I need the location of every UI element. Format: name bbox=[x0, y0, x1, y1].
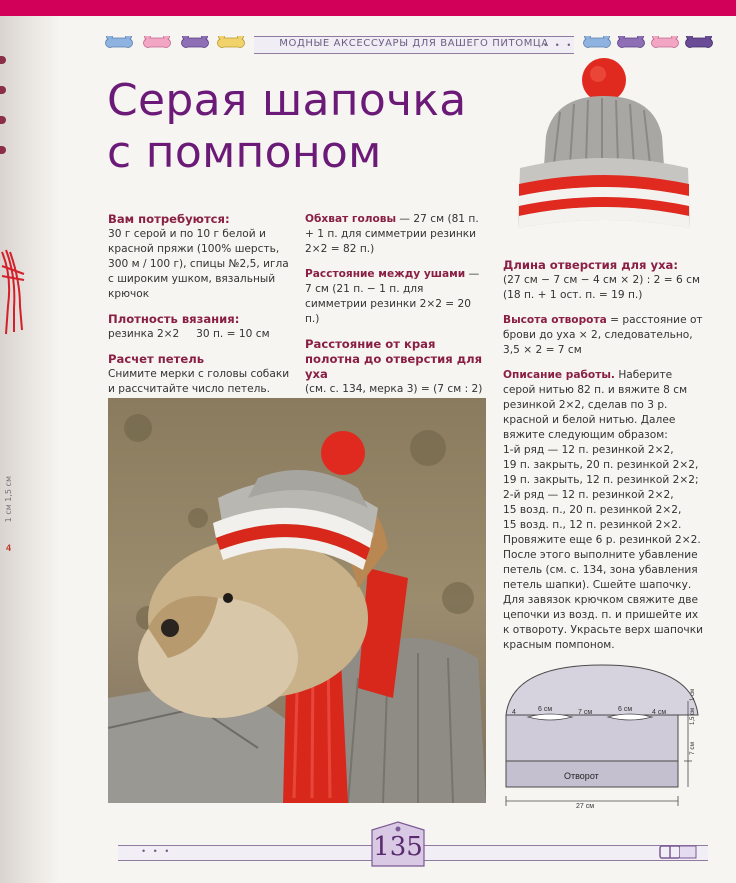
ears-label: Расстояние между ушами bbox=[305, 268, 466, 280]
diagram-label-ear1: 6 см bbox=[538, 706, 553, 713]
diagram-width-label: 27 см bbox=[576, 803, 595, 810]
diagram-label-left: 4 bbox=[512, 709, 516, 716]
row-line: 1-й ряд — 12 п. резинкой 2×2, bbox=[503, 444, 674, 456]
diagram-label-middle: 7 см bbox=[578, 709, 593, 716]
head-girth-text: (81 п. + 1 п. для симметрии резинки 2×2 = 82 п.) bbox=[305, 213, 479, 255]
ears-text: — 7 см (21 п. − 1 п. для симметрии резинки 2×2 = 20 п.) bbox=[305, 268, 480, 325]
density-heading: Плотность вязания: bbox=[108, 312, 240, 326]
margin-marker: 4 bbox=[6, 543, 12, 553]
title-line-1: Серая шапочка bbox=[107, 75, 467, 126]
work-text: Наберите серой нитью 82 п. и вяжите 8 см резинкой 2×2, сделав по 3 р. красной и белой нитью. Далее вяжите следующим образом: bbox=[503, 369, 688, 441]
bone-blue-icon bbox=[582, 36, 612, 50]
edge-text: (см. с. 134, мерка 3) = (7 см : 2) bbox=[305, 383, 483, 395]
column-instructions bbox=[503, 258, 703, 653]
bone-blue-icon bbox=[104, 36, 134, 50]
calc-text: Снимите мерки с головы собаки и рассчитайте число петель. bbox=[108, 368, 290, 395]
top-magenta-bar bbox=[0, 0, 736, 16]
bone-purple-icon bbox=[684, 36, 714, 50]
edge-ticks bbox=[0, 56, 8, 176]
bone-pink-icon bbox=[142, 36, 172, 50]
diagram-label-15cm: 1,5 см bbox=[690, 707, 696, 725]
diagram-label-7cm: 7 см bbox=[689, 741, 696, 755]
ear-length-label: Длина отверстия для уха: bbox=[503, 258, 679, 272]
bone-yellow-icon bbox=[216, 36, 246, 50]
section-title: МОДНЫЕ АКСЕССУАРЫ ДЛЯ ВАШЕГО ПИТОМЦА bbox=[279, 38, 549, 49]
yarn-tassel-icon bbox=[0, 246, 26, 336]
knitted-hat-photo bbox=[514, 56, 694, 232]
title-line-2: с помпоном bbox=[107, 127, 382, 178]
bone-pink-icon bbox=[650, 36, 680, 50]
dog-in-hat-photo bbox=[108, 398, 486, 803]
row-instructions bbox=[503, 443, 703, 533]
cuff-text: = расстояние от брови до уха × 2, следовательно, 3,5 × 2 = 7 см bbox=[503, 314, 703, 356]
page-footer bbox=[118, 820, 708, 878]
diagram-label-1cm: 1 см bbox=[690, 688, 696, 701]
bone-purple-icon bbox=[180, 36, 210, 50]
head-girth-value: — 27 см bbox=[396, 213, 445, 225]
page-number: 135 bbox=[373, 832, 423, 862]
row-line: 2-й ряд — 12 п. резинкой 2×2, bbox=[503, 489, 674, 501]
row-line: 19 п. закрыть, 20 п. резинкой 2×2, bbox=[503, 459, 699, 471]
section-header bbox=[104, 32, 716, 56]
diagram-cuff-label: Отворот bbox=[564, 771, 599, 781]
ear-length-text: (27 см − 7 см − 4 см × 2) : 2 = 6 см (18 п. + 1 ост. п. = 19 п.) bbox=[503, 274, 700, 301]
pattern-diagram bbox=[502, 655, 702, 810]
header-dots: • • • bbox=[544, 40, 574, 50]
edge-label: Расстояние от края полотна до отверстия для уха bbox=[305, 337, 483, 381]
footer-dots: • • • bbox=[142, 846, 172, 856]
column-materials bbox=[108, 212, 296, 407]
diagram-label-ear2: 6 см bbox=[618, 706, 633, 713]
row-line: 15 возд. п., 20 п. резинкой 2×2, bbox=[503, 504, 682, 516]
row-line: 19 п. закрыть, 12 п. резинкой 2×2; bbox=[503, 474, 699, 486]
bone-purple-icon bbox=[616, 36, 646, 50]
density-text: резинка 2×2 30 п. = 10 см bbox=[108, 328, 270, 340]
calc-heading: Расчет петель bbox=[108, 352, 205, 366]
collar-buckle-icon bbox=[658, 842, 698, 862]
work-label: Описание работы. bbox=[503, 369, 615, 381]
materials-text: 30 г серой и по 10 г белой и красной пряжи (100% шерсть, 300 м / 100 г), спицы №2,5, игла с широким ушком, вязальный крючок bbox=[108, 228, 289, 300]
finish-text: Провяжите еще 6 р. резинкой 2×2. После этого выполните убавление петель (см. с. 134, зона убавления петель шапки). Сшейте шапочку. Для завязок крючком свяжите две цепочки из возд. п. и пришейте их к отвороту. Украсьте верх шапочки красным помпоном. bbox=[503, 534, 703, 651]
materials-heading: Вам потребуются: bbox=[108, 212, 230, 226]
margin-ruler: 1 см 1,5 см bbox=[4, 476, 13, 523]
previous-page-edge bbox=[0, 16, 60, 883]
diagram-label-right: 4 см bbox=[652, 709, 667, 716]
column-measurements bbox=[305, 212, 487, 422]
row-line: 15 возд. п., 12 п. резинкой 2×2. bbox=[503, 519, 682, 531]
head-girth-label: Обхват головы bbox=[305, 213, 397, 225]
cuff-label: Высота отворота bbox=[503, 314, 607, 326]
page-title bbox=[107, 75, 467, 179]
